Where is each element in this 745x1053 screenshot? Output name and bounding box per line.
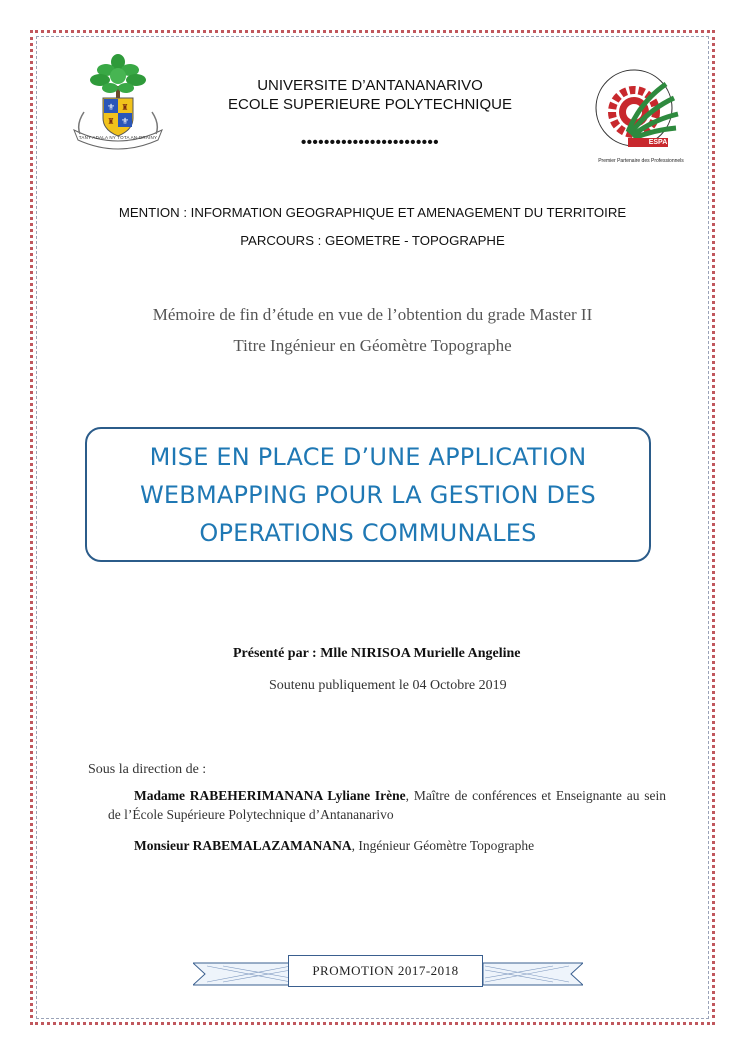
director-1-name: Madame RABEHERIMANANA Lyliane Irène	[134, 788, 406, 803]
university-name	[170, 76, 570, 114]
espa-tagline: Premier Partenaire des Professionnels	[598, 158, 684, 164]
defense-date: Soutenu publiquement le 04 Octobre 2019	[269, 678, 507, 693]
school-title: ECOLE SUPERIEURE POLYTECHNIQUE	[228, 96, 512, 113]
university-crest-icon	[70, 52, 166, 160]
espa-logo-text: ESPA	[648, 139, 668, 146]
parcours: PARCOURS : GEOMETRE - TOPOGRAPHE	[240, 233, 505, 248]
director-2	[134, 838, 534, 854]
director-2-role: , Ingénieur Géomètre Topographe	[351, 838, 535, 853]
thesis-title-line3: OPERATIONS COMMUNALES	[199, 518, 537, 547]
crest-motto: TANY ADALA NY TOTA AN-DRAINY	[78, 135, 158, 140]
promotion-banner	[193, 955, 583, 989]
direction-label: Sous la direction de :	[88, 762, 207, 777]
director-2-name: Monsieur RABEMALAZAMANANA	[134, 838, 352, 853]
svg-text:♜: ♜	[121, 103, 129, 112]
thesis-title-line2: WEBMAPPING POUR LA GESTION DES	[140, 480, 596, 509]
header-separator: ••••••••••••••••••••••••	[300, 134, 440, 151]
memoire-line1: Mémoire de fin d’étude en vue de l’obtention du grade Master II	[152, 305, 593, 324]
promotion-label: PROMOTION 2017-2018	[288, 955, 483, 987]
presented-by: Présenté par : Mlle NIRISOA Murielle Angeline	[233, 646, 521, 661]
svg-text:♜: ♜	[107, 117, 115, 126]
director-1	[108, 786, 666, 824]
espa-logo-icon	[588, 62, 688, 162]
mention: MENTION : INFORMATION GEOGRAPHIQUE ET AMENAGEMENT DU TERRITOIRE	[118, 205, 627, 220]
svg-text:⚜: ⚜	[120, 117, 130, 127]
thesis-title-line1: MISE EN PLACE D’UNE APPLICATION	[149, 442, 587, 471]
memoire-line2: Titre Ingénieur en Géomètre Topographe	[233, 336, 512, 355]
memoire-subtitle	[30, 299, 715, 361]
thesis-title-box	[85, 427, 651, 562]
svg-text:⚜: ⚜	[106, 103, 116, 113]
director-1-role: , Maître de conférences et Enseignante au sein de l’École Supérieure Polytechnique d’Antananarivo	[108, 788, 666, 822]
university-title: UNIVERSITE D’ANTANANARIVO	[257, 77, 483, 94]
